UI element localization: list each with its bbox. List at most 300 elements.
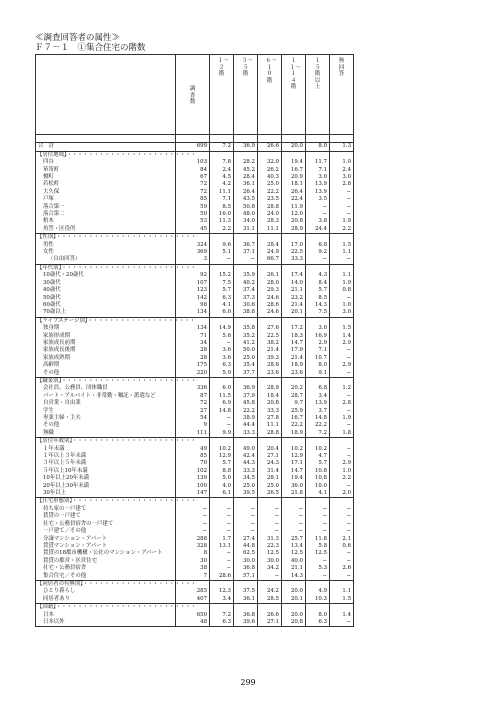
row-value: 2.4 [330,167,354,174]
row-value: − [210,521,234,528]
row-value: 21.1 [282,565,306,572]
row-value: 2.8 [330,400,354,407]
row-value: − [330,370,354,378]
row-count: 285 [176,588,210,595]
row-value: 3.0 [306,325,330,332]
row-value: 33.3 [234,468,258,475]
row-count: 85 [176,453,210,460]
row-label: 落合第一 [36,204,176,211]
row-value: 11.9 [282,204,306,211]
row-value: 1.0 [330,302,354,309]
table-row [36,619,354,627]
row-value: 21.1 [282,287,306,294]
row-value: 4.1 [306,490,330,498]
row-value: − [330,521,354,528]
row-value: 38.8 [234,309,258,317]
table-row [36,226,354,234]
row-value: 37.1 [234,249,258,256]
row-label: 同居者あり [36,596,176,604]
row-value: 37.5 [234,588,258,595]
table-row [36,355,354,362]
row-value: − [258,528,282,535]
row-value: 28.0 [258,280,282,287]
row-value: 13.1 [210,543,234,550]
table-row [36,596,354,604]
row-value: 9.6 [210,242,234,249]
row-value: 23.6 [282,370,306,378]
row-value: − [330,483,354,490]
row-label: 賃貸マンション・アパート [36,543,176,550]
row-value: − [306,521,330,528]
row-value: 7.2 [210,612,234,619]
row-value: − [306,513,330,520]
row-value: 45.8 [234,400,258,407]
row-value: 49.0 [234,446,258,453]
row-value: 11.1 [210,189,234,196]
row-value: 38.9 [234,415,258,422]
row-value: 21.4 [258,347,282,354]
row-value [282,498,306,506]
row-count: 324 [176,242,210,249]
row-value [210,377,234,385]
row-value: − [330,355,354,362]
row-value: 23.6 [258,370,282,378]
row-value: 9.7 [282,400,306,407]
row-label: 賃貸の一戸建て [36,513,176,520]
row-value: 3.4 [210,596,234,604]
row-value [306,438,330,446]
row-value: 44.8 [234,543,258,550]
row-value: 38.2 [258,340,282,347]
table-row [36,295,354,302]
row-value: 1.1 [330,588,354,595]
header-count: 調査数 [176,55,210,135]
header-col1: １〜２階 [210,55,234,135]
row-value: 36.1 [234,181,258,188]
table-group-row [36,234,354,242]
row-value [234,151,258,159]
row-value: 66.7 [258,256,282,264]
row-count: 103 [176,159,210,166]
row-count: 72 [176,400,210,407]
row-value: 37.3 [234,295,258,302]
row-value: 2.9 [306,340,330,347]
row-value: 1.5 [330,596,354,604]
row-value: 37.7 [234,370,258,378]
row-value: 4.2 [210,181,234,188]
row-count: 328 [176,543,210,550]
row-value: 25.0 [234,355,258,362]
row-value: 18.9 [282,362,306,369]
row-value: 14.8 [210,408,234,415]
row-value: 14.3 [282,573,306,581]
row-value: 10.2 [306,446,330,453]
section-title: ≪調査回答者の属性≫ [35,33,121,43]
header-col6: 無回答 [330,55,354,135]
row-value: 27.1 [258,619,282,627]
row-label: 集合住宅／その他 [36,573,176,581]
row-label: 【性別】・・・・・・・・・・・・・・・・・・・・・・・・・・ [37,234,197,241]
table-row [36,588,354,595]
row-value: − [258,573,282,581]
row-count: 49 [176,446,210,453]
row-label: 【居住年数別】・・・・・・・・・・・・・・・・・・・・・・・ [37,438,197,445]
row-value: 42.4 [234,453,258,460]
row-label: ５年以上10年未満 [36,468,176,475]
row-value [330,234,354,242]
row-value: 1.7 [210,536,234,543]
table-row [36,333,354,340]
row-count: 9 [176,422,210,429]
row-value: 11.1 [258,226,282,234]
row-count: − [176,528,210,535]
row-value [210,151,234,159]
row-count: 220 [176,370,210,378]
row-value [234,377,258,385]
row-label: 【年代別】・・・・・・・・・・・・・・・・・・・・・・・・・ [37,264,197,271]
table-row [36,528,354,535]
row-label: 日本以外 [36,619,176,627]
table-total-row [36,143,354,151]
row-value: 2.2 [330,475,354,482]
row-value: 7.2 [210,143,234,151]
row-value: 11.7 [306,159,330,166]
row-value [210,604,234,612]
row-value: 22.2 [258,189,282,196]
row-value: 26.5 [258,490,282,498]
row-value [210,317,234,325]
row-value: 26.2 [258,167,282,174]
row-label: 【職業別】・・・・・・・・・・・・・・・・・・・・・・・・・ [37,377,197,384]
row-label: 四谷 [36,159,176,166]
row-value [282,438,306,446]
row-value: − [258,521,282,528]
row-value: 33.3 [234,430,258,438]
table-row [36,340,354,347]
row-value: 18.9 [282,430,306,438]
row-value: 3.6 [210,355,234,362]
row-value: − [330,558,354,565]
row-value: 34.2 [258,565,282,572]
table-group-row [36,151,354,159]
row-value: 20.2 [282,385,306,392]
row-value: 6.9 [210,400,234,407]
table-row [36,211,354,218]
row-label: 【住宅形態別】・・・・・・・・・・・・・・・・・・・・・・・ [37,498,197,505]
row-value: 3.6 [210,347,234,354]
row-value: 11.1 [258,422,282,429]
row-value: − [330,295,354,302]
row-value: 36.7 [234,242,258,249]
row-value: 20.0 [282,588,306,595]
row-value: − [210,513,234,520]
row-value: 18.1 [282,181,306,188]
row-value: 33.3 [282,256,306,264]
row-value: 14.0 [282,280,306,287]
row-label: 戸塚 [36,196,176,203]
table-row [36,362,354,369]
row-value: 14.7 [282,340,306,347]
row-value: − [330,256,354,264]
row-value [330,264,354,272]
table-row [36,446,354,453]
data-table [35,54,354,627]
row-value [306,151,330,159]
row-value: 28.3 [258,218,282,225]
row-value: − [330,453,354,460]
row-label: 高齢期 [36,362,176,369]
table-row [36,430,354,438]
row-value: 5.7 [306,287,330,294]
row-count: 407 [176,596,210,604]
row-value: 3.0 [306,174,330,181]
row-label: 女性 [36,249,176,256]
table-group-row [36,317,354,325]
row-count: 134 [176,309,210,317]
row-value: 4.0 [210,483,234,490]
table-row [36,393,354,400]
row-value: 5.1 [210,249,234,256]
row-count: 111 [176,430,210,438]
row-value: 24.6 [258,295,282,302]
row-value: 6.3 [210,619,234,627]
row-value: 21.8 [282,490,306,498]
row-value: 1.1 [330,272,354,279]
row-value: 2.0 [330,490,354,498]
row-value: 27.8 [258,415,282,422]
row-value: 32.0 [258,159,282,166]
row-value: 10.3 [306,596,330,604]
table-row [36,536,354,543]
table-row [36,249,354,256]
table-row [36,422,354,429]
row-value [282,151,306,159]
row-count: − [176,513,210,520]
row-value: 5.9 [210,370,234,378]
row-value: 20.4 [258,446,282,453]
row-value: 37.9 [234,393,258,400]
row-value: 14.7 [282,468,306,475]
header-col4: １１〜１４階 [282,55,306,135]
row-value: 0.6 [330,543,354,550]
row-label: 一戸建て／その他 [36,528,176,535]
row-value: 48.0 [234,211,258,218]
row-count: 50 [176,211,210,218]
row-label: 社宅・公務員宿舎 [36,565,176,572]
row-value: 20.1 [282,596,306,604]
row-count: 134 [176,325,210,332]
row-value: 28.9 [258,385,282,392]
row-count: 336 [176,385,210,392]
row-value [282,264,306,272]
row-value [234,580,258,588]
row-value: 16.0 [210,211,234,218]
row-value: 10.2 [282,446,306,453]
row-label: 学生 [36,408,176,415]
row-value: 22.3 [258,543,282,550]
row-value: − [330,196,354,203]
row-value: 1.4 [330,333,354,340]
row-label: 家族成長前期 [36,340,176,347]
row-count: 28 [176,347,210,354]
row-value: − [258,506,282,513]
row-value [282,580,306,588]
header-col5: １５階以上 [306,55,330,135]
row-value: − [282,521,306,528]
row-value: 36.8 [234,612,258,619]
row-value: 28.7 [282,393,306,400]
row-count: 84 [176,167,210,174]
row-value: 12.9 [282,453,306,460]
row-value: 39.6 [234,619,258,627]
row-value: 41.2 [234,340,258,347]
row-value: 40.3 [258,174,282,181]
row-value [306,580,330,588]
row-label: 30年以上 [36,490,176,498]
row-value: − [306,211,330,218]
table-row [36,415,354,422]
row-value: 50.0 [234,347,258,354]
row-value: 14.8 [306,415,330,422]
table-group-row [36,580,354,588]
row-label: 会社員、公務員、団体職員 [36,385,176,392]
row-label: 10年以上20年未満 [36,475,176,482]
row-value: 3.0 [330,309,354,317]
row-value: 36.8 [234,565,258,572]
row-label: 10歳代・20歳代 [36,272,176,279]
row-value: 1.3 [330,143,354,151]
row-value: 35.8 [234,325,258,332]
row-count: 142 [176,295,210,302]
row-count: 45 [176,226,210,234]
row-value: 2.9 [330,340,354,347]
row-value: 3.0 [330,174,354,181]
row-value: − [330,211,354,218]
row-value: 24.9 [258,249,282,256]
row-value: 37.4 [234,287,258,294]
row-value: 2.9 [330,460,354,467]
row-value: 12.9 [210,453,234,460]
row-value: − [234,528,258,535]
table-row [36,475,354,482]
row-value: 7.5 [306,309,330,317]
row-label: 榎町 [36,174,176,181]
row-count: − [176,506,210,513]
row-value: 20.0 [282,143,306,151]
row-value: 14.9 [210,325,234,332]
table-group-row [36,498,354,506]
row-value: − [258,513,282,520]
row-value: 16.7 [282,167,306,174]
row-value: 5.7 [210,287,234,294]
row-label: 30歳代 [36,280,176,287]
row-value: 0.8 [330,287,354,294]
row-value: 22.5 [282,249,306,256]
row-count: 87 [176,393,210,400]
row-value: 24.2 [258,588,282,595]
row-value [210,234,234,242]
row-value: 17.2 [282,325,306,332]
table-row [36,513,354,520]
table-row [36,287,354,294]
row-value: 3.4 [306,393,330,400]
row-value: − [330,408,354,415]
row-value: 40.0 [282,558,306,565]
row-value: 1.8 [330,430,354,438]
row-label: １年以上３年未満 [36,453,176,460]
row-label: 落合第二 [36,211,176,218]
row-value: 11.3 [210,218,234,225]
row-label: 賃貸の18都市機構・公社のマンション・アパート [36,550,176,557]
row-value [306,377,330,385]
row-value: 11.8 [306,536,330,543]
row-value [258,264,282,272]
row-value: 30.0 [234,558,258,565]
row-value: 10.7 [306,355,330,362]
row-value [258,151,282,159]
row-value: 20.9 [282,174,306,181]
row-count: 288 [176,536,210,543]
table-row [36,325,354,332]
row-count: 34 [176,340,210,347]
row-value: 8.0 [306,143,330,151]
row-value [258,377,282,385]
row-value: 1.4 [330,612,354,619]
row-value [234,498,258,506]
row-label: 分譲マンション・アパート [36,536,176,543]
row-value [258,317,282,325]
row-value: − [210,565,234,572]
row-value: 6.3 [306,619,330,627]
row-value: 11.5 [210,393,234,400]
row-value: 45.2 [234,167,258,174]
row-count: 67 [176,174,210,181]
row-value: − [234,506,258,513]
row-label: 箪笥町 [36,167,176,174]
row-value: 4.9 [306,588,330,595]
row-label: 【居住地域】・・・・・・・・・・・・・・・・・・・・・・・・ [37,151,197,158]
row-value: 22.2 [234,408,258,415]
row-value: 17.0 [282,242,306,249]
row-value: 6.8 [306,385,330,392]
row-value: − [330,550,354,557]
row-value: 20.8 [258,400,282,407]
row-value: 5.7 [306,460,330,467]
row-value [306,317,330,325]
row-count: 38 [176,565,210,572]
row-label: 独身期 [36,325,176,332]
row-label: 大久保 [36,189,176,196]
row-value: 19.4 [282,475,306,482]
row-value: 8.5 [306,295,330,302]
row-value: 1.2 [330,385,354,392]
row-value: − [306,558,330,565]
row-count: 70 [176,460,210,467]
row-value: 28.6 [258,362,282,369]
row-value: 3.8 [306,218,330,225]
row-value: − [210,415,234,422]
row-value [258,498,282,506]
row-value: 27.1 [258,453,282,460]
row-value: 25.0 [258,483,282,490]
row-value: − [306,506,330,513]
row-value: 28.6 [210,573,234,581]
row-value [234,438,258,446]
row-value: 21.4 [282,302,306,309]
row-value [234,234,258,242]
row-value: 23.5 [258,196,282,203]
row-value: 6.1 [210,490,234,498]
